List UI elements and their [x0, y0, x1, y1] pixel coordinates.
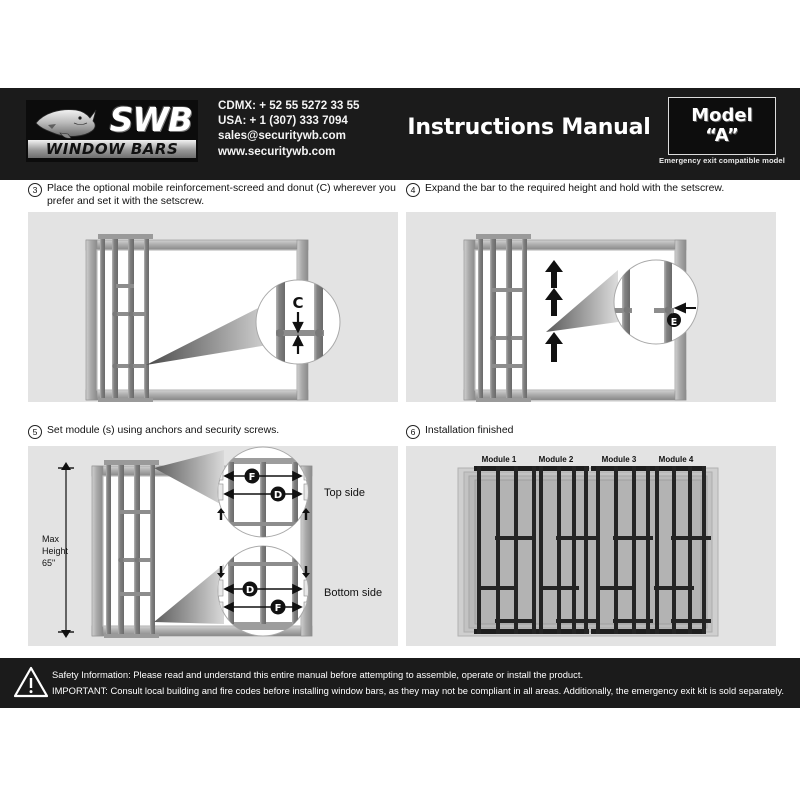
step-4 [406, 182, 780, 328]
step-6-heading [406, 424, 780, 439]
step-4-text: Expand the bar to the required height and hold with the setscrew. [425, 183, 725, 194]
contact-website[interactable]: www.securitywb.com [218, 144, 336, 158]
step-5-illustration [28, 446, 398, 646]
model-label: Model [691, 105, 753, 126]
max-height-line3: 65" [42, 558, 56, 568]
contact-usa: USA: + 1 (307) 333 7094 [218, 114, 348, 128]
step-4-illustration [406, 212, 776, 402]
callout-label-d-top: D [273, 490, 283, 501]
step-6-illustration [406, 446, 776, 646]
callout-label-f-bottom: F [274, 603, 282, 614]
contact-email[interactable]: sales@securitywb.com [218, 129, 346, 143]
step-5-text: Set module (s) using anchors and security screws. [47, 425, 280, 436]
warning-triangle-icon [14, 666, 48, 698]
step-4-heading [406, 182, 780, 197]
page-title: Instructions Manual [407, 115, 651, 140]
model-caption: Emergency exit compatible model [659, 156, 785, 165]
step-5-heading [28, 424, 402, 439]
step-6-number: 6 [406, 425, 420, 439]
logo-brand-bottom: WINDOW BARS [45, 140, 179, 158]
steps-grid [0, 180, 800, 658]
module-label-2: Module 2 [538, 455, 574, 464]
step-3-text: Place the optional mobile reinforcement-screed and donut (C) wherever you prefer and set it with the setscrew. [47, 183, 396, 208]
step-4-number: 4 [406, 183, 420, 197]
step-3-number: 3 [28, 183, 42, 197]
step-5 [28, 424, 402, 614]
callout-label-d-bottom: D [245, 585, 255, 596]
max-height-line2: Height [42, 546, 69, 556]
logo-brand-plate [28, 140, 196, 158]
callout-label-e: E [670, 317, 678, 328]
top-rail-left [474, 466, 589, 471]
step-5-number: 5 [28, 425, 42, 439]
step-6 [406, 424, 780, 464]
callout-label-f-top: F [248, 472, 256, 483]
module-label-1: Module 1 [481, 455, 517, 464]
callout-label-c: C [292, 294, 304, 312]
model-badge [668, 97, 776, 155]
step-6-text: Installation finished [425, 425, 514, 436]
module-label-4: Module 4 [658, 455, 694, 464]
contact-block [218, 98, 359, 159]
safety-footer [0, 658, 800, 708]
step-3-illustration [28, 212, 398, 402]
max-height-line1: Max [42, 534, 60, 544]
model-value: “A” [705, 125, 739, 146]
brand-logo [26, 100, 198, 162]
logo-brand-top: SWB [109, 100, 192, 139]
shark-icon [30, 104, 104, 140]
module-label-3: Module 3 [601, 455, 637, 464]
safety-line-2: IMPORTANT: Consult local building and fire codes before installing window bars, as they may not be compliant in all areas. Additionally, the emergency exit kit is sold separately. [52, 685, 784, 696]
logo-top-row [26, 102, 198, 140]
bottom-rail-left [474, 629, 589, 634]
step-3 [28, 182, 402, 312]
label-top-side: Top side [324, 487, 365, 499]
safety-text [52, 667, 790, 699]
contact-cdmx: CDMX: + 52 55 5272 33 55 [218, 99, 360, 112]
label-bottom-side: Bottom side [324, 587, 383, 599]
safety-line-1: Safety Information: Please read and understand this entire manual before attempting to assemble, operate or install the product. [52, 669, 584, 680]
page-header [0, 88, 800, 180]
step-3-heading [28, 182, 402, 209]
